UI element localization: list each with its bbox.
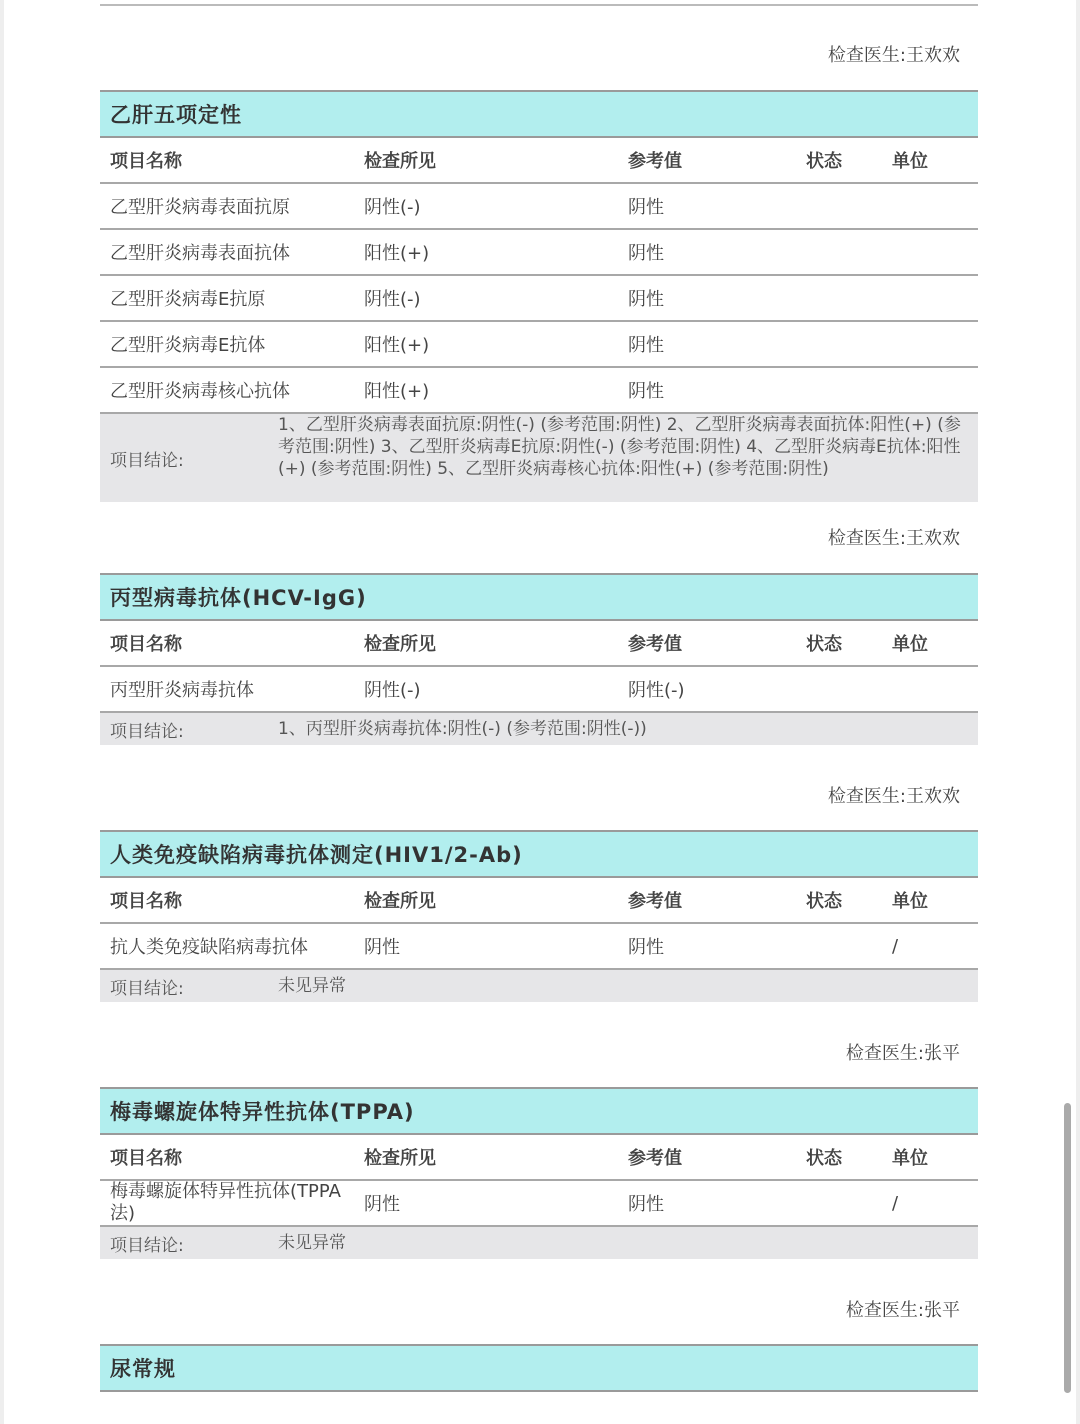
table-row xyxy=(100,322,978,368)
conclusion-text: 未见异常 xyxy=(278,1233,346,1253)
conclusion-label: 项目结论: xyxy=(110,1235,184,1256)
conclusion-text: 未见异常 xyxy=(278,976,346,996)
header-name: 项目名称 xyxy=(110,634,182,655)
item-name: 抗人类免疫缺陷病毒抗体 xyxy=(110,937,308,958)
item-unit: / xyxy=(892,1192,899,1214)
previous-section-bottom-rule xyxy=(100,0,978,6)
item-name: 乙型肝炎病毒表面抗体 xyxy=(110,243,290,264)
table-row xyxy=(100,230,978,276)
section-title: 丙型病毒抗体(HCV-IgG) xyxy=(100,573,978,621)
table-row xyxy=(100,924,978,970)
conclusion-text: 1、丙型肝炎病毒抗体:阴性(-) (参考范围:阴性(-)) xyxy=(278,719,647,739)
section-title: 尿常规 xyxy=(100,1344,978,1392)
header-status: 状态 xyxy=(806,891,842,912)
header-reference: 参考值 xyxy=(628,891,682,912)
header-finding: 检查所见 xyxy=(364,634,436,655)
doctor-signature: 检查医生:王欢欢 xyxy=(827,45,960,66)
item-finding: 阳性(+) xyxy=(364,335,430,356)
item-reference: 阴性(-) xyxy=(628,680,685,701)
header-name: 项目名称 xyxy=(110,891,182,912)
table-header-row xyxy=(100,878,978,924)
header-status: 状态 xyxy=(806,634,842,655)
item-unit: / xyxy=(892,935,899,957)
item-reference: 阴性 xyxy=(628,937,664,958)
header-finding: 检查所见 xyxy=(364,1148,436,1169)
section-tppa xyxy=(100,1087,978,1259)
scrollbar-thumb[interactable] xyxy=(1064,1103,1071,1393)
item-name: 乙型肝炎病毒核心抗体 xyxy=(110,381,290,402)
item-reference: 阴性 xyxy=(628,381,664,402)
header-name: 项目名称 xyxy=(110,1148,182,1169)
item-finding: 阴性 xyxy=(364,937,400,958)
section-urinalysis xyxy=(100,1344,978,1392)
item-finding: 阴性(-) xyxy=(364,289,421,310)
item-finding: 阴性(-) xyxy=(364,680,421,701)
table-row xyxy=(100,276,978,322)
header-reference: 参考值 xyxy=(628,634,682,655)
right-edge xyxy=(1076,0,1080,1424)
doctor-signature: 检查医生:王欢欢 xyxy=(827,528,960,549)
header-reference: 参考值 xyxy=(628,151,682,172)
item-name: 乙型肝炎病毒表面抗原 xyxy=(110,197,290,218)
item-finding: 阴性 xyxy=(364,1194,400,1215)
table-header-row xyxy=(100,1135,978,1181)
doctor-signature: 检查医生:张平 xyxy=(845,1043,960,1064)
left-edge xyxy=(0,0,4,1424)
section-title: 人类免疫缺陷病毒抗体测定(HIV1/2-Ab) xyxy=(100,830,978,878)
table-header-row xyxy=(100,138,978,184)
table-row xyxy=(100,667,978,713)
conclusion-label: 项目结论: xyxy=(110,450,184,471)
item-finding: 阴性(-) xyxy=(364,197,421,218)
doctor-signature: 检查医生:张平 xyxy=(845,1300,960,1321)
header-unit: 单位 xyxy=(892,151,928,172)
header-unit: 单位 xyxy=(892,891,928,912)
item-reference: 阴性 xyxy=(628,243,664,264)
item-name: 梅毒螺旋体特异性抗体(TPPA法) xyxy=(110,1181,341,1224)
item-name: 乙型肝炎病毒E抗原 xyxy=(110,289,266,310)
header-finding: 检查所见 xyxy=(364,151,436,172)
header-finding: 检查所见 xyxy=(364,891,436,912)
item-finding: 阳性(+) xyxy=(364,381,430,402)
section-hbv-five xyxy=(100,90,978,502)
table-header-row xyxy=(100,621,978,667)
header-unit: 单位 xyxy=(892,1148,928,1169)
item-conclusion xyxy=(100,713,978,745)
item-finding: 阳性(+) xyxy=(364,243,430,264)
item-reference: 阴性 xyxy=(628,289,664,310)
item-name: 丙型肝炎病毒抗体 xyxy=(110,680,254,701)
item-reference: 阴性 xyxy=(628,197,664,218)
header-name: 项目名称 xyxy=(110,151,182,172)
item-reference: 阴性 xyxy=(628,335,664,356)
header-status: 状态 xyxy=(806,1148,842,1169)
item-conclusion xyxy=(100,1227,978,1259)
conclusion-label: 项目结论: xyxy=(110,978,184,999)
item-conclusion xyxy=(100,970,978,1002)
conclusion-text: 1、乙型肝炎病毒表面抗原:阴性(-) (参考范围:阴性) 2、乙型肝炎病毒表面抗体:阳性(+) (参考范围:阴性) 3、乙型肝炎病毒E抗原:阴性(-) (参考范围:阴性) 4、乙型肝炎病毒E抗体:阳性(+) (参考范围:阴性) 5、乙型肝炎病毒核心抗体:阳性(+) (参考范围:阴性) xyxy=(278,415,961,479)
section-title: 乙肝五项定性 xyxy=(100,90,978,138)
item-reference: 阴性 xyxy=(628,1194,664,1215)
doctor-signature: 检查医生:王欢欢 xyxy=(827,786,960,807)
table-row xyxy=(100,184,978,230)
item-conclusion xyxy=(100,414,978,502)
table-row xyxy=(100,368,978,414)
table-row xyxy=(100,1181,978,1227)
header-reference: 参考值 xyxy=(628,1148,682,1169)
item-name: 乙型肝炎病毒E抗体 xyxy=(110,335,266,356)
header-status: 状态 xyxy=(806,151,842,172)
section-hiv xyxy=(100,830,978,1002)
header-unit: 单位 xyxy=(892,634,928,655)
conclusion-label: 项目结论: xyxy=(110,721,184,742)
section-hcv xyxy=(100,573,978,745)
section-title: 梅毒螺旋体特异性抗体(TPPA) xyxy=(100,1087,978,1135)
